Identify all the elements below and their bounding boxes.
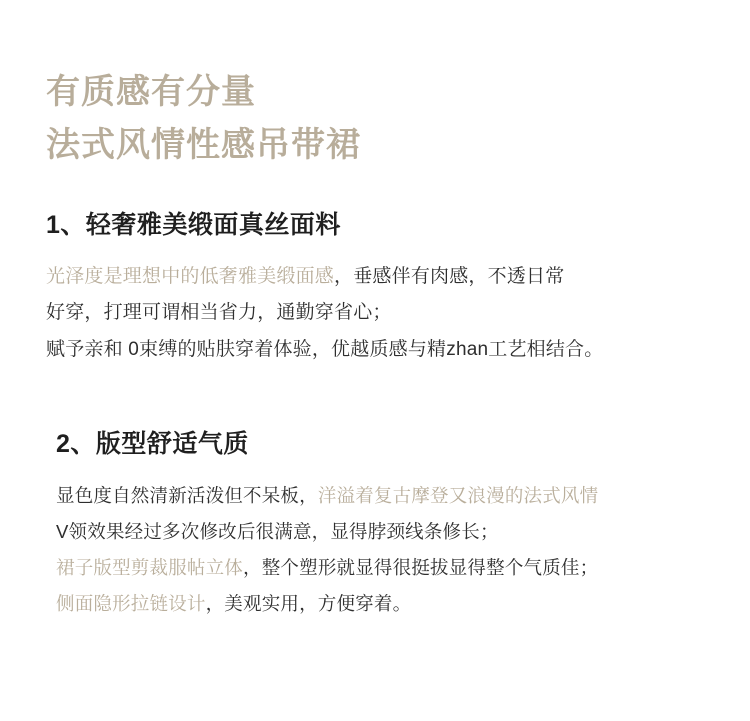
headline-block <box>46 0 704 171</box>
plain-text: 显色度自然清新活泼但不呆板， <box>56 484 318 506</box>
plain-text: ，美观实用，方便穿着。 <box>205 592 412 614</box>
section-title: 1、轻奢雅美缎面真丝面料 <box>46 211 341 240</box>
headline-line-1: 有质感有分量 <box>46 73 256 111</box>
highlighted-text: 光泽度是理想中的低奢雅美缎面感 <box>46 265 335 287</box>
paragraph-line <box>56 550 704 586</box>
paragraph-line <box>56 514 704 550</box>
paragraph-line <box>46 295 704 331</box>
section-body <box>46 259 704 368</box>
section-fabric <box>46 207 704 368</box>
paragraph-line <box>46 259 704 295</box>
section-body <box>56 478 704 622</box>
headline-line-2: 法式风情性感吊带裙 <box>46 125 361 164</box>
plain-text: 好穿，打理可谓相当省力，通勤穿省心； <box>46 302 392 324</box>
paragraph-line <box>56 586 704 622</box>
highlighted-text: 洋溢着复古摩登又浪漫的法式风情 <box>317 484 599 506</box>
plain-text: V领效果经过多次修改后很满意，显得脖颈线条修长； <box>56 520 499 542</box>
paragraph-line <box>56 478 704 514</box>
highlighted-text: 侧面隐形拉链设计 <box>56 592 206 614</box>
plain-text: 赋予亲和 0束缚的贴肤穿着体验，优越质感与精zhan工艺相结合。 <box>46 338 604 360</box>
section-title: 2、版型舒适气质 <box>56 430 249 459</box>
section-fit <box>46 426 704 622</box>
highlighted-text: 裙子版型剪裁服帖立体 <box>56 556 244 578</box>
paragraph-line <box>46 332 704 368</box>
plain-text: ，整个塑形就显得很挺拔显得整个气质佳； <box>243 556 599 578</box>
plain-text: ，垂感伴有肉感，不透日常 <box>334 265 565 287</box>
